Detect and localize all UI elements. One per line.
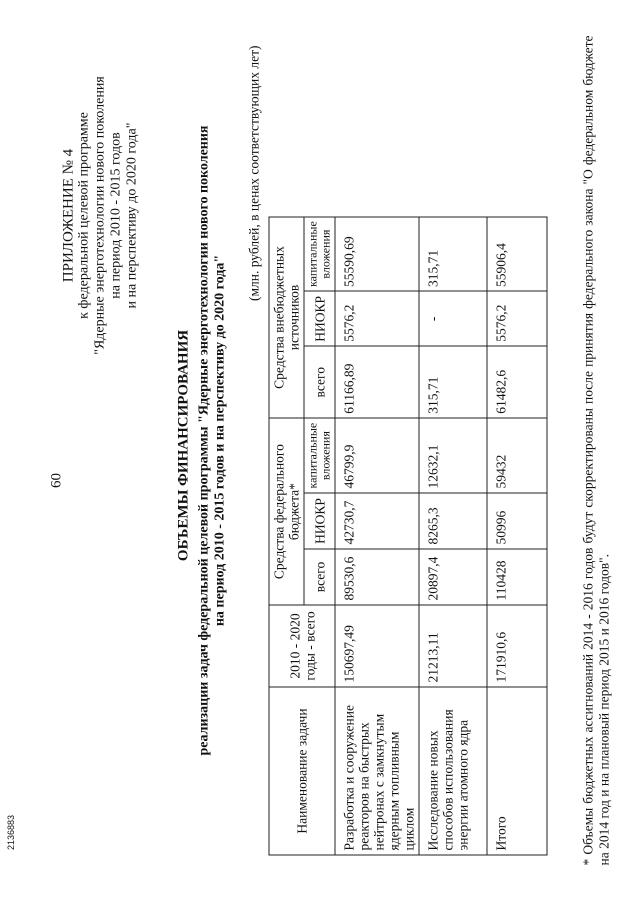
header-extrabudgetary: Средства внебюджетных источников: [269, 216, 304, 418]
header-federal-niokr: НИОКР: [304, 493, 335, 549]
total-value: 171910,6: [487, 605, 547, 687]
ext-capital-value: 55906,4: [487, 216, 547, 291]
appendix-line: и на перспективу до 2020 года": [124, 122, 139, 308]
table-row: [487, 216, 547, 854]
federal-niokr-value: 42730,7: [335, 493, 419, 549]
total-value: 21213,11: [419, 605, 487, 687]
appendix-block: [60, 55, 140, 375]
document-subtitle: [196, 95, 228, 785]
ext-niokr-value: 5576,2: [335, 291, 419, 346]
appendix-title: ПРИЛОЖЕНИЕ № 4: [60, 148, 76, 282]
ext-capital-value: 315,71: [419, 216, 487, 291]
header-total-2010-2020: 2010 - 2020 годы - всего: [269, 605, 335, 687]
header-federal-capital: капитальные вложения: [304, 418, 335, 493]
ext-total-value: 61166,89: [335, 346, 419, 418]
page-number: 60: [48, 472, 64, 488]
federal-total-value: 110428: [487, 549, 547, 605]
ext-total-value: 315,71: [419, 346, 487, 418]
header-federal-budget: Средства федерального бюджета*: [269, 418, 304, 605]
header-ext-total: всего: [304, 346, 335, 418]
federal-total-value: 20897,4: [419, 549, 487, 605]
footnote: * Объемы бюджетных ассигнований 2014 - 2016 годов будут скорректированы после принятия федерального закона "О федеральном бюджете на 2014 год и на плановый период 2015 и 2016 годов".: [580, 35, 611, 865]
appendix-line: на период 2010 - 2015 годов: [108, 131, 123, 299]
header-federal-total: всего: [304, 549, 335, 605]
header-task: Наименование задачи: [269, 687, 335, 855]
ext-total-value: 61482,6: [487, 346, 547, 418]
subtitle-line: на период 2010 - 2015 годов и на перспективу до 2020 года": [212, 254, 227, 626]
funding-table: [268, 216, 547, 855]
header-ext-capital: капитальные вложения: [304, 216, 335, 291]
subtitle-line: реализации задач федеральной целевой программы "Ядерные энерготехнологии нового поколения: [196, 125, 211, 755]
federal-capital-value: 46799,9: [335, 418, 419, 493]
ext-capital-value: 55590,69: [335, 216, 419, 291]
task-name: Разработка и сооружение реакторов на быстрых нейтронах с замкнутым ядерным топливным циклом: [335, 687, 419, 855]
ext-niokr-value: -: [419, 291, 487, 346]
document-code: 2136883: [6, 814, 16, 850]
federal-capital-value: 12632,1: [419, 418, 487, 493]
document-title: ОБЪЕМЫ ФИНАНСИРОВАНИЯ: [175, 329, 191, 561]
table-row: [335, 216, 419, 854]
ext-niokr-value: 5576,2: [487, 291, 547, 346]
task-name: Итого: [487, 687, 547, 855]
task-name: Исследование новых способов использования энергии атомного ядра: [419, 687, 487, 855]
federal-total-value: 89530,6: [335, 549, 419, 605]
federal-capital-value: 59432: [487, 418, 547, 493]
total-value: 150697,49: [335, 605, 419, 687]
appendix-line: к федеральной целевой программе: [76, 111, 91, 319]
units-note: (млн. рублей, в ценах соответствующих лет): [246, 45, 261, 301]
table-row: [419, 216, 487, 854]
header-ext-niokr: НИОКР: [304, 291, 335, 346]
federal-niokr-value: 8265,3: [419, 493, 487, 549]
federal-niokr-value: 50996: [487, 493, 547, 549]
appendix-line: "Ядерные энерготехнологии нового поколения: [92, 75, 107, 355]
